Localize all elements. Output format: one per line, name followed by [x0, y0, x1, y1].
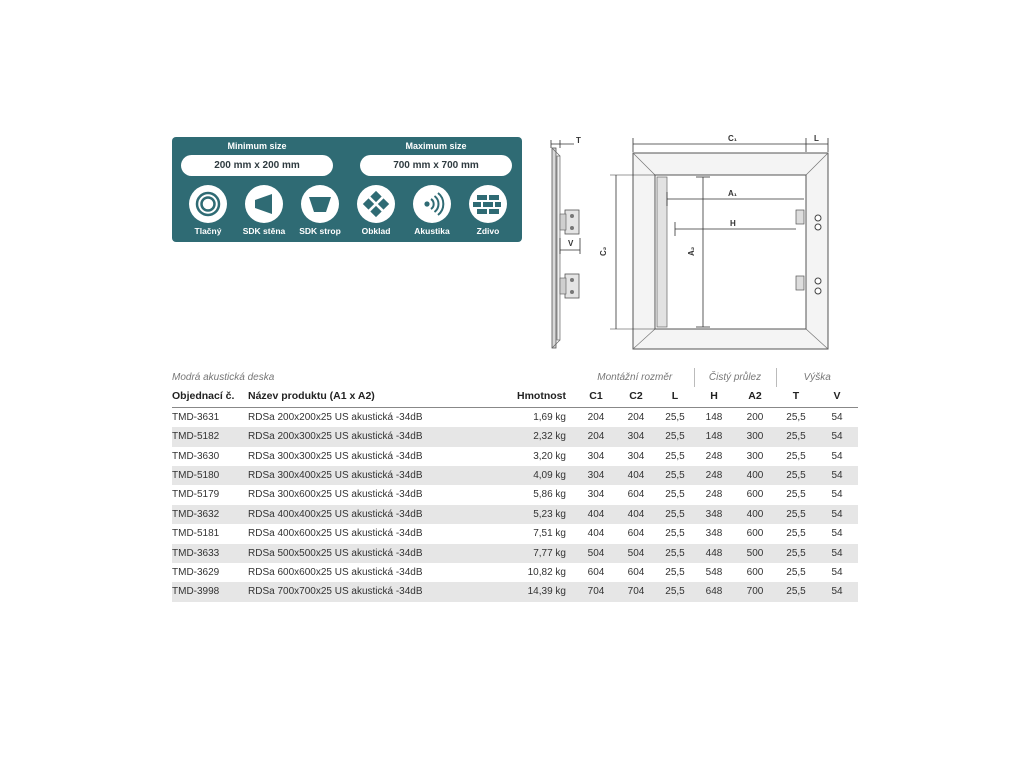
cell-hmotnost: 14,39 kg [486, 582, 576, 601]
table-row [172, 563, 858, 582]
col-header-a2: A2 [734, 387, 776, 407]
cell-l: 25,5 [656, 544, 694, 563]
caption-row [172, 368, 858, 387]
cell-l: 25,5 [665, 489, 685, 501]
zdivo-icon [469, 185, 507, 223]
maximum-size-value: 700 mm x 700 mm [360, 155, 512, 176]
cell-hmotnost: 5,23 kg [486, 505, 576, 524]
cell-objednaci-cislo: TMD-5182 [172, 427, 248, 446]
table-row [172, 544, 858, 563]
cell-c1: 304 [576, 466, 616, 485]
cell-objednaci-cislo: TMD-3633 [172, 544, 248, 563]
cell-h: 148 [705, 411, 723, 423]
table-row [172, 427, 858, 446]
icon-label: SDK strop [299, 226, 341, 236]
table-row [172, 485, 858, 504]
cell-v: 54 [816, 427, 858, 446]
tlacny-icon [189, 185, 227, 223]
spec-table [172, 368, 858, 602]
icon-item-tlacny [182, 185, 234, 236]
cell-h: 248 [694, 466, 734, 485]
cell-a2: 300 [746, 450, 764, 462]
group-cisty-prulez: Čistý průlez [694, 368, 776, 387]
cell-t: 25,5 [776, 466, 816, 485]
dim-label-v: V [568, 239, 574, 248]
icon-label: Akustika [414, 226, 450, 236]
cell-l: 25,5 [665, 411, 685, 423]
cell-objednaci-cislo: TMD-3998 [172, 582, 248, 601]
cell-c1: 204 [587, 411, 605, 423]
cell-t: 25,5 [786, 528, 806, 540]
cell-c2: 304 [616, 427, 656, 446]
side-section-drawing [540, 132, 600, 354]
cell-nazev-produktu: RDSa 200x200x25 US akustická -34dB [248, 411, 423, 423]
cell-l: 25,5 [665, 567, 685, 579]
cell-nazev-produktu: RDSa 300x300x25 US akustická -34dB [248, 450, 423, 462]
cell-nazev-produktu: RDSa 600x600x25 US akustická -34dB [248, 567, 423, 579]
cell-l: 25,5 [665, 528, 685, 540]
col-header-v: V [816, 387, 858, 407]
cell-h: 348 [694, 505, 734, 524]
front-view-drawing [600, 132, 840, 354]
col-header-hmotnost: Hmotnost [486, 387, 576, 407]
cell-c2: 704 [616, 582, 656, 601]
cell-c1: 304 [587, 450, 605, 462]
cell-t: 25,5 [776, 505, 816, 524]
dim-label-l: L [814, 134, 819, 143]
cell-h: 248 [705, 489, 723, 501]
cell-c1: 204 [576, 427, 616, 446]
table-row [172, 447, 858, 466]
cell-l: 25,5 [656, 505, 694, 524]
dim-label-c2: C₂ [599, 246, 608, 256]
cell-c2: 204 [627, 411, 645, 423]
dim-label-a1: A₁ [728, 189, 738, 198]
icon-item-sdk-stena [238, 185, 290, 236]
cell-v: 54 [831, 489, 843, 501]
col-header-t: T [776, 387, 816, 407]
cell-hmotnost: 1,69 kg [533, 411, 566, 423]
cell-objednaci-cislo: TMD-5179 [172, 489, 220, 501]
cell-c1: 304 [587, 489, 605, 501]
cell-hmotnost: 3,20 kg [533, 450, 566, 462]
cell-l: 25,5 [656, 582, 694, 601]
cell-c2: 604 [627, 528, 645, 540]
cell-v: 54 [816, 544, 858, 563]
cell-l: 25,5 [656, 427, 694, 446]
cell-c1: 404 [587, 528, 605, 540]
size-info-panel [172, 137, 522, 242]
akustika-icon [413, 185, 451, 223]
cell-v: 54 [831, 450, 843, 462]
cell-c2: 404 [616, 466, 656, 485]
dim-label-h: H [730, 219, 736, 228]
maximum-size-block [360, 141, 512, 176]
cell-h: 648 [694, 582, 734, 601]
cell-objednaci-cislo: TMD-3631 [172, 411, 220, 423]
col-header-l: L [656, 387, 694, 407]
table-row [172, 407, 858, 427]
cell-objednaci-cislo: TMD-3632 [172, 505, 248, 524]
cell-hmotnost: 7,77 kg [486, 544, 576, 563]
cell-nazev-produktu: RDSa 400x600x25 US akustická -34dB [248, 528, 423, 540]
cell-objednaci-cislo: TMD-5181 [172, 528, 220, 540]
cell-nazev-produktu: RDSa 300x400x25 US akustická -34dB [248, 466, 486, 485]
cell-a2: 600 [746, 489, 764, 501]
cell-a2: 400 [734, 466, 776, 485]
cell-objednaci-cislo: TMD-5180 [172, 466, 248, 485]
group-montazni-rozmer: Montážní rozměr [597, 372, 673, 383]
table-body [172, 407, 858, 602]
cell-t: 25,5 [776, 544, 816, 563]
cell-t: 25,5 [786, 489, 806, 501]
minimum-size-block [181, 141, 333, 176]
cell-h: 448 [694, 544, 734, 563]
cell-a2: 300 [734, 427, 776, 446]
col-header-h: H [694, 387, 734, 407]
icon-item-obklad [350, 185, 402, 236]
group-vyska: Výška [776, 368, 858, 387]
cell-l: 25,5 [656, 466, 694, 485]
cell-c1: 504 [576, 544, 616, 563]
icon-label: Zdivo [476, 226, 500, 236]
cell-v: 54 [816, 466, 858, 485]
dim-label-a2: A₂ [687, 246, 696, 256]
cell-c2: 504 [616, 544, 656, 563]
cell-v: 54 [816, 582, 858, 601]
table-row [172, 582, 858, 601]
cell-nazev-produktu: RDSa 200x300x25 US akustická -34dB [248, 427, 486, 446]
cell-objednaci-cislo: TMD-3630 [172, 450, 220, 462]
cell-hmotnost: 5,86 kg [533, 489, 566, 501]
cell-nazev-produktu: RDSa 700x700x25 US akustická -34dB [248, 582, 486, 601]
cell-a2: 500 [734, 544, 776, 563]
cell-hmotnost: 4,09 kg [486, 466, 576, 485]
dim-label-t: T [576, 136, 581, 145]
icon-item-zdivo [462, 185, 514, 236]
cell-c1: 704 [576, 582, 616, 601]
minimum-size-label: Minimum size [227, 141, 287, 151]
minimum-size-value: 200 mm x 200 mm [181, 155, 333, 176]
cell-t: 25,5 [786, 567, 806, 579]
cell-v: 54 [831, 411, 843, 423]
cell-nazev-produktu: RDSa 300x600x25 US akustická -34dB [248, 489, 423, 501]
cell-v: 54 [831, 528, 843, 540]
cell-t: 25,5 [786, 450, 806, 462]
cell-c1: 404 [576, 505, 616, 524]
cell-a2: 600 [746, 528, 764, 540]
table-row [172, 466, 858, 485]
sdk-strop-icon [301, 185, 339, 223]
cell-v: 54 [816, 505, 858, 524]
cell-l: 25,5 [665, 450, 685, 462]
cell-t: 25,5 [776, 427, 816, 446]
cell-a2: 700 [734, 582, 776, 601]
cell-t: 25,5 [786, 411, 806, 423]
icon-label: SDK stěna [242, 226, 286, 236]
table-caption: Modrá akustická deska [172, 372, 275, 383]
cell-hmotnost: 7,51 kg [533, 528, 566, 540]
cell-a2: 400 [734, 505, 776, 524]
icon-item-sdk-strop [294, 185, 346, 236]
table-row [172, 505, 858, 524]
cell-c2: 604 [627, 567, 645, 579]
table-row [172, 524, 858, 543]
cell-a2: 600 [746, 567, 764, 579]
cell-h: 148 [694, 427, 734, 446]
cell-nazev-produktu: RDSa 400x400x25 US akustická -34dB [248, 505, 486, 524]
cell-t: 25,5 [776, 582, 816, 601]
col-header-c1: C1 [576, 387, 616, 407]
col-header-objednaci: Objednací č. [172, 387, 248, 407]
col-header-c2: C2 [616, 387, 656, 407]
cell-v: 54 [831, 567, 843, 579]
header-row [172, 387, 858, 407]
maximum-size-label: Maximum size [405, 141, 467, 151]
icon-item-akustika [406, 185, 458, 236]
icon-label: Tlačný [194, 226, 222, 236]
cell-nazev-produktu: RDSa 500x500x25 US akustická -34dB [248, 544, 486, 563]
cell-c2: 604 [627, 489, 645, 501]
icon-label: Obklad [361, 226, 391, 236]
cell-h: 248 [705, 450, 723, 462]
cell-a2: 200 [746, 411, 764, 423]
obklad-icon [357, 185, 395, 223]
sdk-stena-icon [245, 185, 283, 223]
cell-c2: 404 [616, 505, 656, 524]
cell-c2: 304 [627, 450, 645, 462]
col-header-nazev: Název produktu (A1 x A2) [248, 387, 486, 407]
cell-c1: 604 [587, 567, 605, 579]
cell-hmotnost: 10,82 kg [527, 567, 566, 579]
cell-h: 348 [705, 528, 723, 540]
cell-objednaci-cislo: TMD-3629 [172, 567, 220, 579]
cell-h: 548 [705, 567, 723, 579]
dim-label-c1: C₁ [728, 134, 738, 143]
cell-hmotnost: 2,32 kg [486, 427, 576, 446]
